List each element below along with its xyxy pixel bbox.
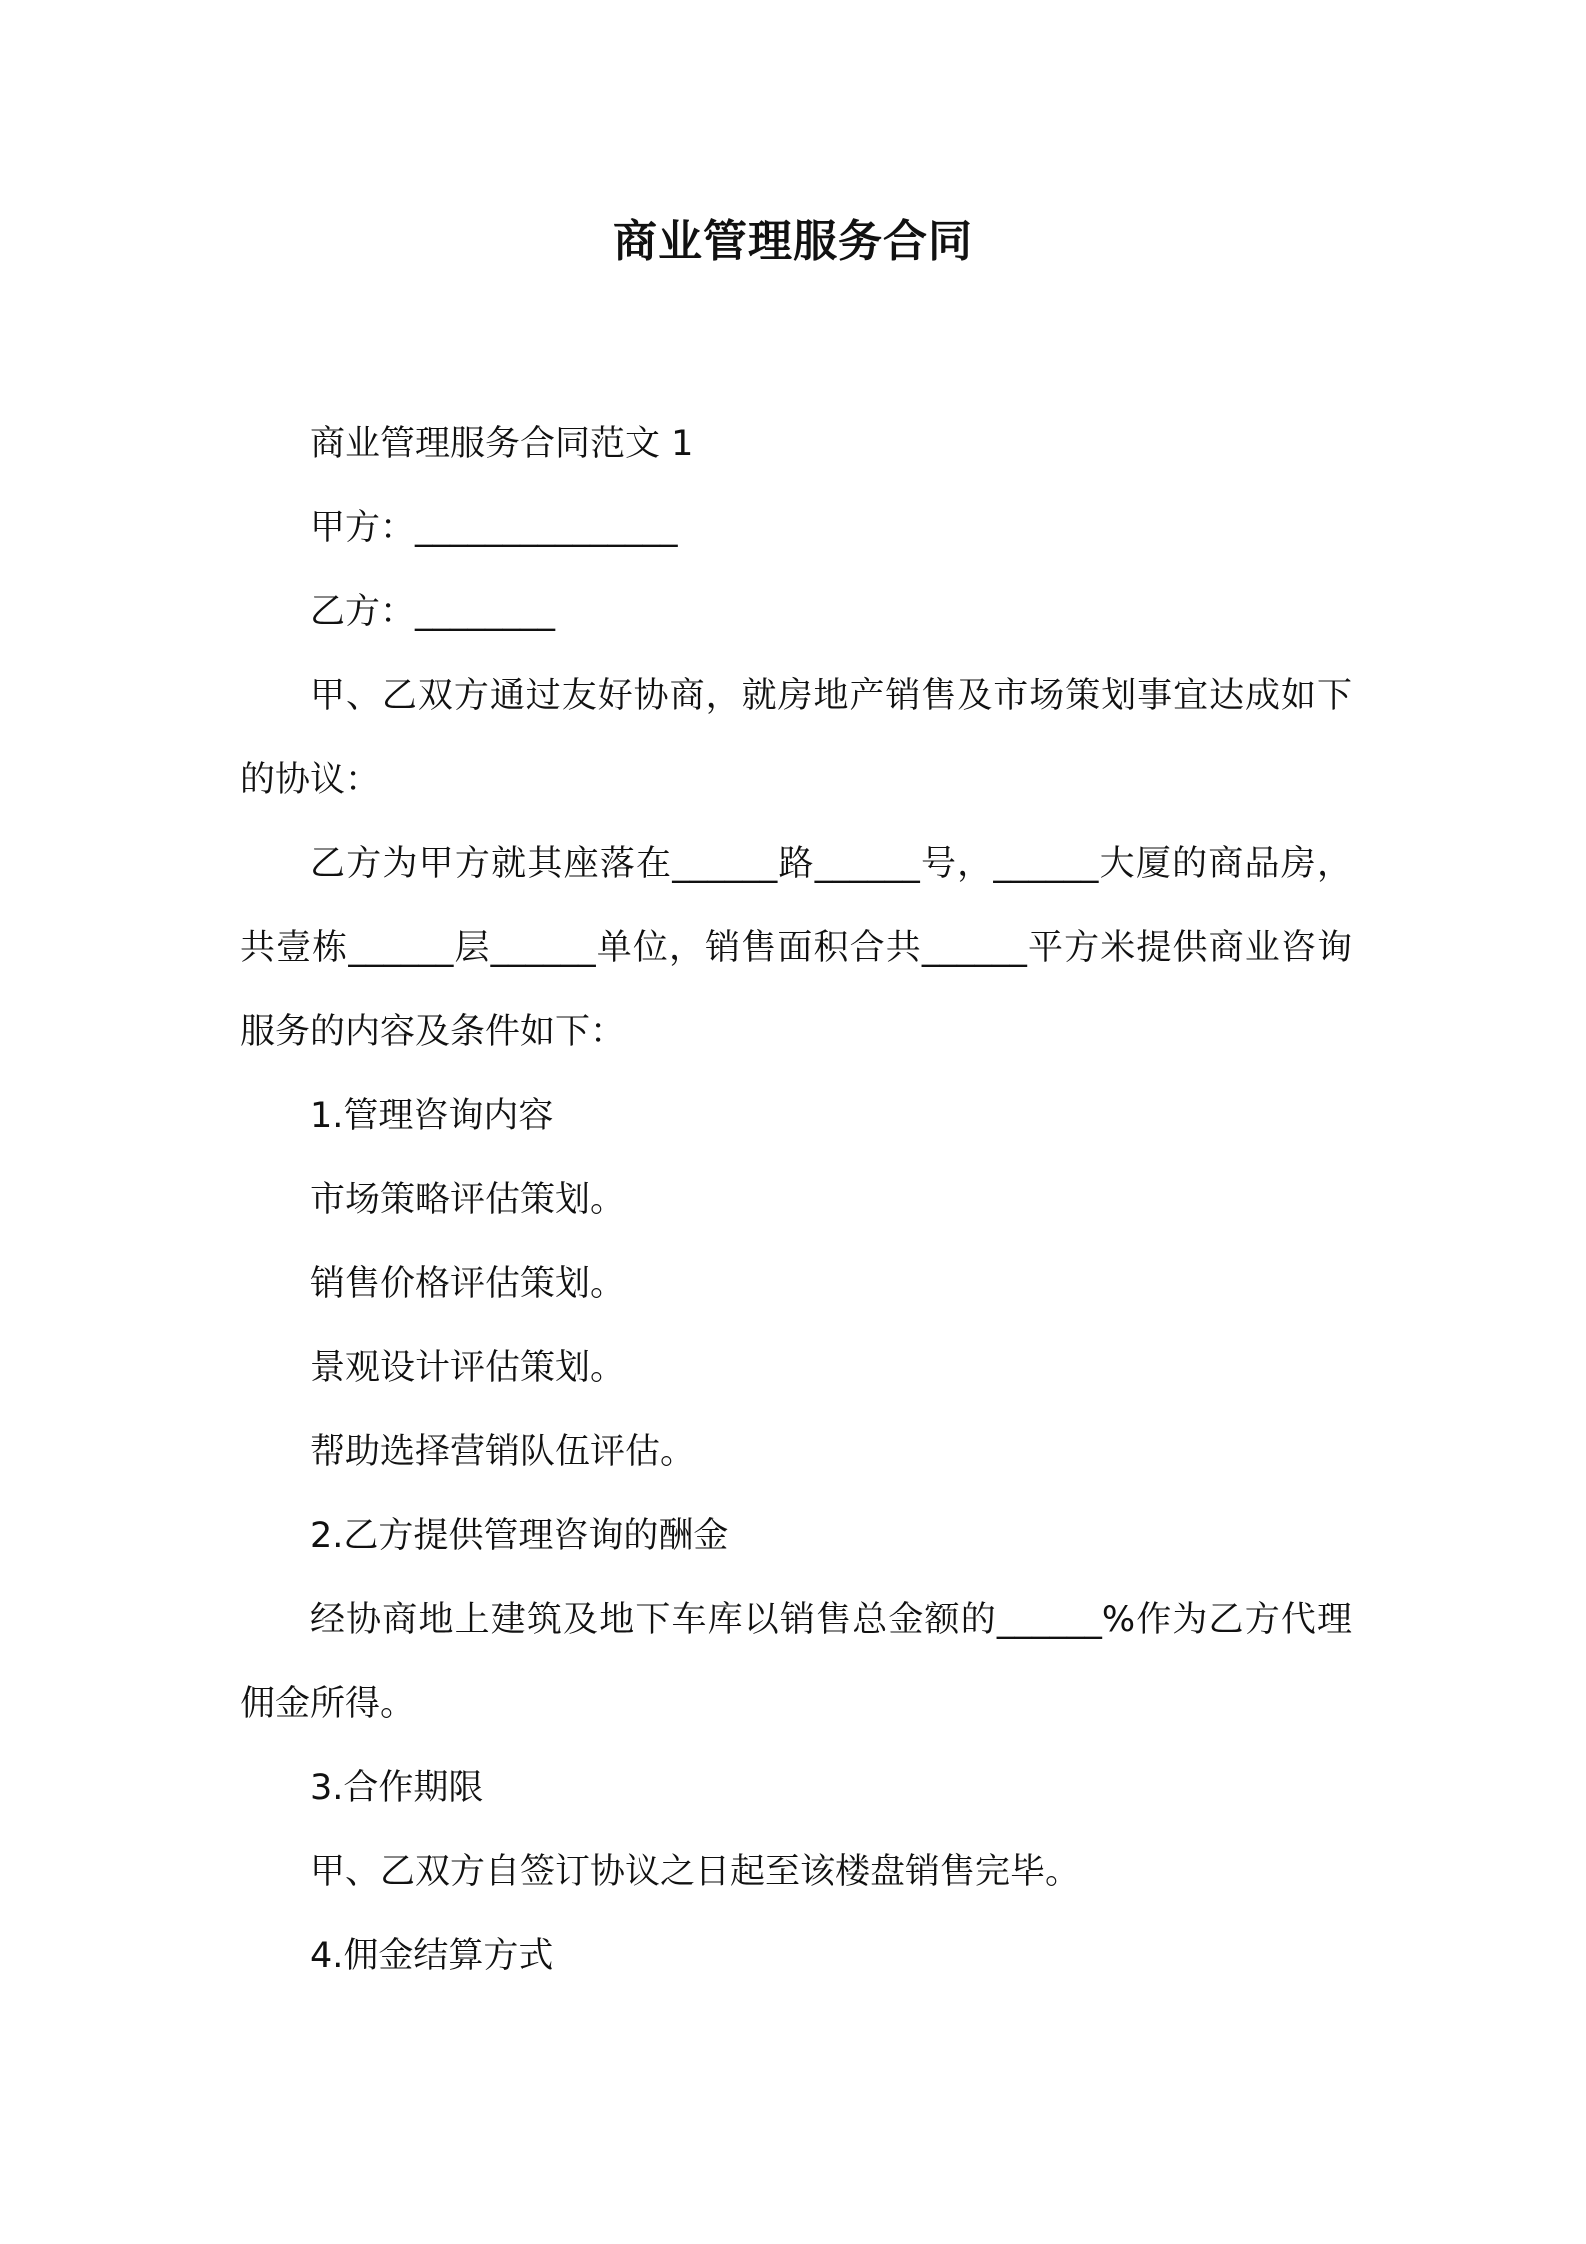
paragraph-template-heading: 商业管理服务合同范文 1 bbox=[310, 424, 694, 464]
paragraph-property: 乙方为甲方就其座落在______路______号，______大厦的商品房，共壹栋______层______单位，销售面积合共______平方米提供商业咨询服务的内容及条件如下： bbox=[240, 844, 1352, 1052]
paragraph-commission: 经协商地上建筑及地下车库以销售总金额的______%作为乙方代理佣金所得。 bbox=[240, 1600, 1352, 1724]
list-item-team: 帮助选择营销队伍评估。 bbox=[310, 1432, 696, 1472]
section-heading-3: 3.合作期限 bbox=[310, 1768, 484, 1808]
paragraph-intro: 甲、乙双方通过友好协商，就房地产销售及市场策划事宜达成如下的协议： bbox=[240, 676, 1352, 800]
list-item-landscape: 景观设计评估策划。 bbox=[310, 1348, 626, 1388]
paragraph-party-b: 乙方：________ bbox=[310, 592, 556, 632]
paragraph-party-a: 甲方：_______________ bbox=[310, 508, 678, 548]
section-heading-1: 1.管理咨询内容 bbox=[310, 1096, 554, 1136]
section-heading-2: 2.乙方提供管理咨询的酬金 bbox=[310, 1516, 729, 1556]
document-title: 商业管理服务合同 bbox=[613, 216, 973, 267]
list-item-market: 市场策略评估策划。 bbox=[310, 1180, 626, 1220]
document-body bbox=[240, 402, 1352, 1998]
paragraph-term: 甲、乙双方自签订协议之日起至该楼盘销售完毕。 bbox=[310, 1852, 1081, 1892]
list-item-price: 销售价格评估策划。 bbox=[310, 1264, 626, 1304]
section-heading-4: 4.佣金结算方式 bbox=[310, 1936, 554, 1976]
